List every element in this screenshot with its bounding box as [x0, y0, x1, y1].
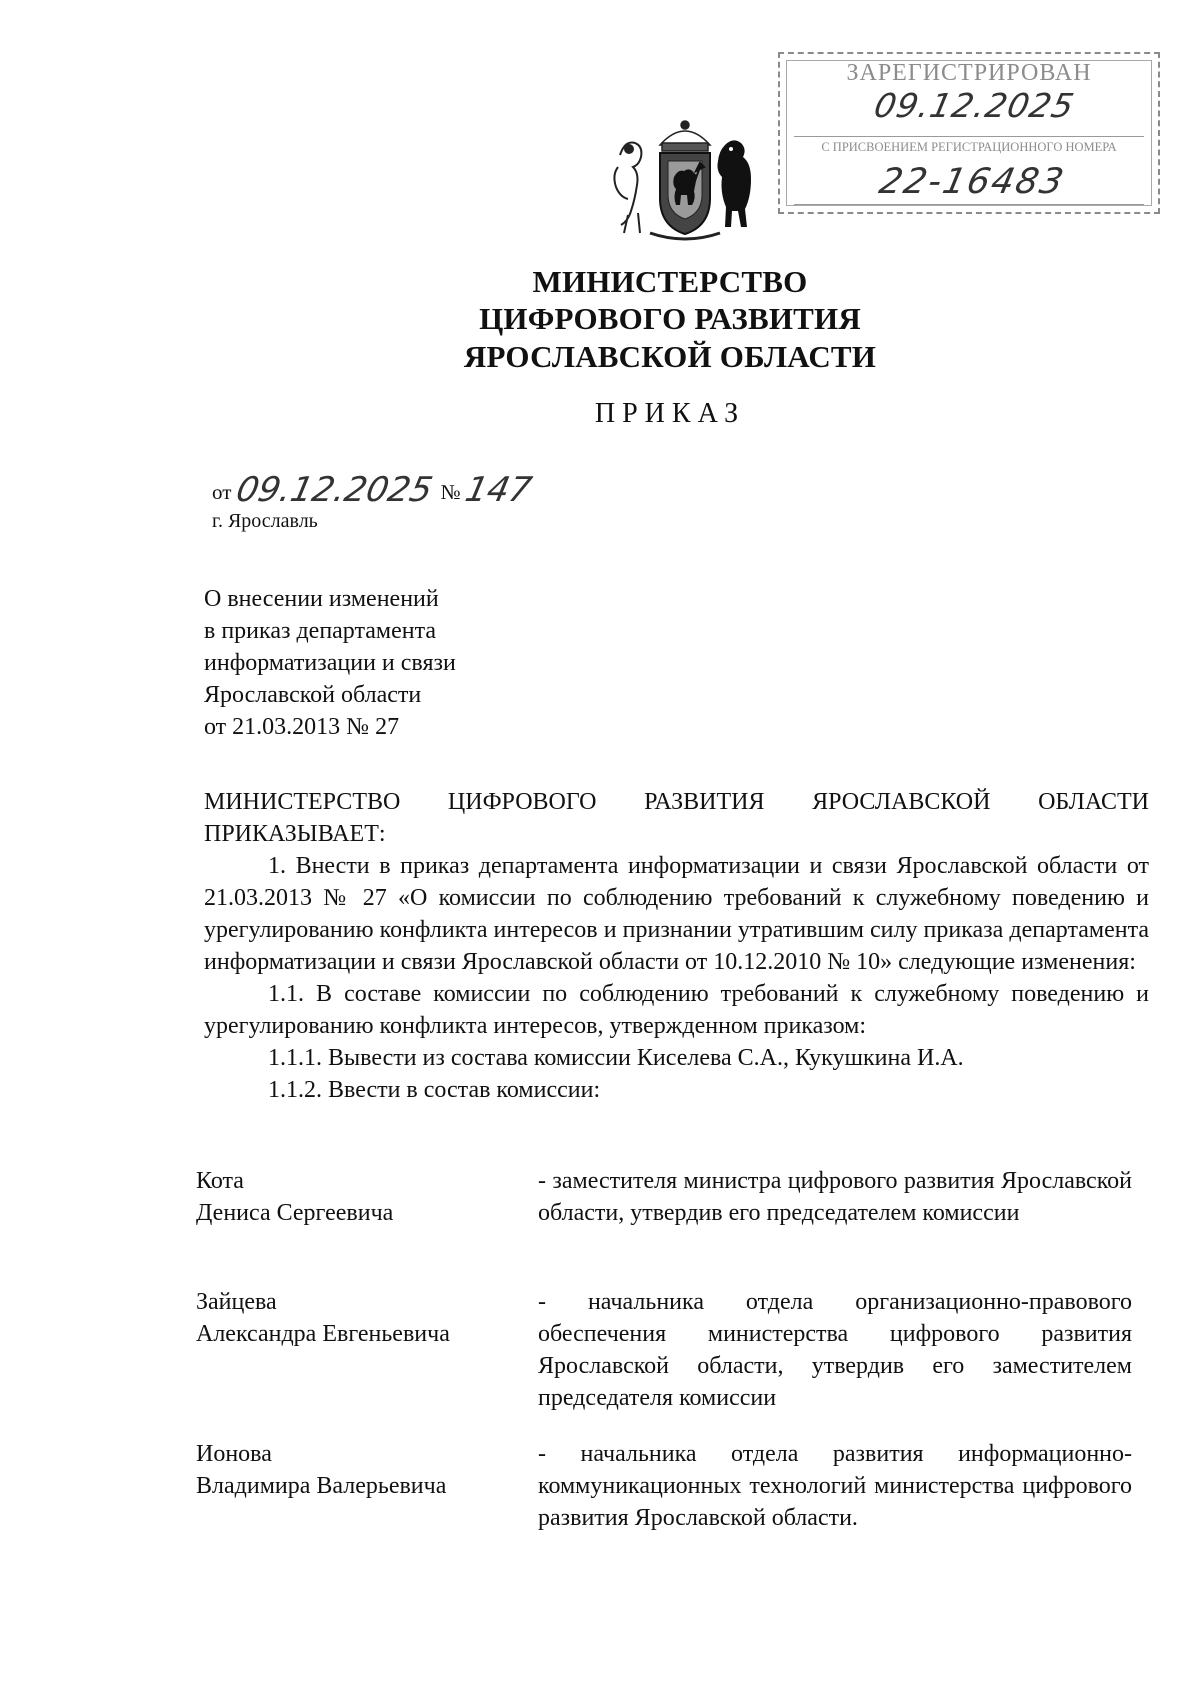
preamble-orders: ПРИКАЗЫВАЕТ: — [204, 821, 386, 847]
paragraph-1-1: 1.1. В составе комиссии по соблюдению требований к служебному поведению и урегулированию конфликта интересов, утвержденном приказом: — [204, 981, 1149, 1039]
member-role: - начальника отдела развития информационно-коммуникационных технологий министерства цифрового развития Ярославской области. — [538, 1441, 1132, 1531]
member-surname: Зайцева — [196, 1289, 277, 1315]
order-body — [204, 786, 1149, 1106]
member-surname: Кота — [196, 1168, 244, 1194]
member-given-names: Александра Евгеньевича — [196, 1321, 450, 1347]
member-given-names: Дениса Сергеевича — [196, 1200, 394, 1226]
subject-line: Ярославской области — [204, 682, 422, 708]
document-type-title: ПРИКАЗ — [594, 398, 746, 429]
date-prefix: от — [212, 480, 232, 504]
member-name — [196, 1165, 393, 1229]
subject-line: О внесении изменений — [204, 586, 439, 612]
ministry-title-line-2: ЦИФРОВОГО РАЗВИТИЯ — [479, 301, 861, 336]
paragraph-1: 1. Внести в приказ департамента информатизации и связи Ярославской области от 21.03.2013 № 27 «О комиссии по соблюдению требований к служебному поведению и урегулированию конфликта интересов и признании утратившим силу приказа департамента информатизации и связи Ярославской области от 10.12.2010 № 10» следующие изменения: — [204, 853, 1149, 975]
paragraph-1-1-1: 1.1.1. Вывести из состава комиссии Киселева С.А., Кукушкина И.А. — [268, 1045, 964, 1071]
paragraph-1-1-2: 1.1.2. Ввести в состав комиссии: — [268, 1077, 601, 1103]
stamp-number-underline — [794, 204, 1144, 205]
stamp-handwritten-reg-number: 22-16483 — [875, 162, 1069, 202]
handwritten-order-number: 147 — [461, 470, 536, 510]
order-date-line — [212, 470, 536, 510]
yaroslavl-coat-of-arms-emblem — [610, 115, 760, 245]
number-sign: № — [440, 480, 461, 504]
member-name — [196, 1286, 450, 1350]
ministry-title-line-3: ЯРОСЛАВСКОЙ ОБЛАСТИ — [463, 339, 877, 374]
member-surname: Ионова — [196, 1441, 272, 1467]
stamp-handwritten-date: 09.12.2025 — [870, 86, 1079, 125]
member-role: - начальника отдела организационно-правового обеспечения министерства цифрового развития Ярославской области, утвердив его заместителем председателя комиссии — [538, 1289, 1132, 1411]
subject-line: в приказ департамента — [204, 618, 437, 644]
order-subject — [204, 583, 456, 743]
city: г. Ярославль — [212, 510, 318, 532]
ministry-title-line-1: МИНИСТЕРСТВО — [532, 264, 808, 299]
registration-stamp — [778, 52, 1160, 214]
stamp-date-underline — [794, 136, 1144, 137]
subject-line: от 21.03.2013 № 27 — [204, 714, 400, 740]
stamp-subtitle: С ПРИСВОЕНИЕМ РЕГИСТРАЦИОННОГО НОМЕРА — [821, 140, 1117, 154]
handwritten-order-date: 09.12.2025 — [232, 470, 436, 510]
subject-line: информатизации и связи — [204, 650, 456, 676]
preamble-ministry: МИНИСТЕРСТВО ЦИФРОВОГО РАЗВИТИЯ ЯРОСЛАВСКОЙ ОБЛАСТИ — [204, 789, 1149, 815]
member-role: - заместителя министра цифрового развития Ярославской области, утвердив его председателем комиссии — [538, 1168, 1132, 1226]
member-name — [196, 1438, 446, 1502]
member-given-names: Владимира Валерьевича — [196, 1473, 447, 1499]
stamp-title: ЗАРЕГИСТРИРОВАН — [846, 60, 1092, 86]
